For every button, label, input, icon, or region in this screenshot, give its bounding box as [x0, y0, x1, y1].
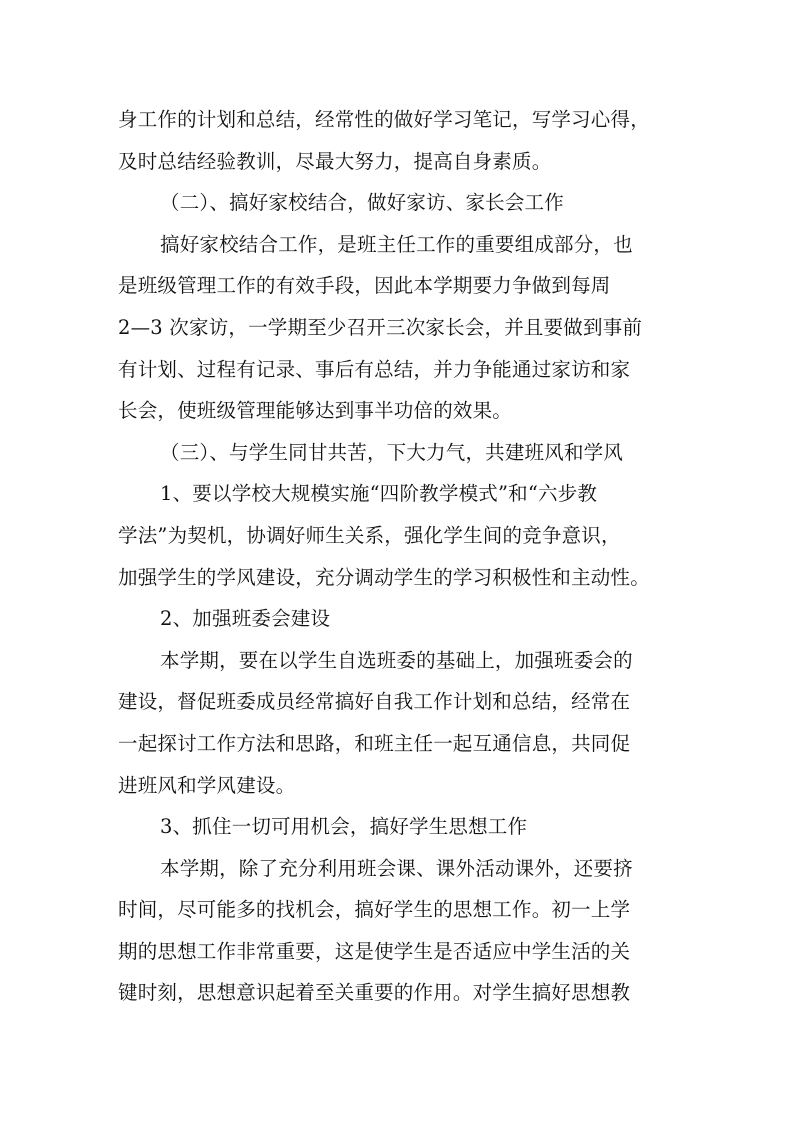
text-line-10: 1、要以学校大规模实施“四阶教学模式”和“六步教: [160, 482, 598, 506]
text-line-2: 及时总结经验教训，尽最大努力，提高自身素质。: [118, 149, 552, 173]
text-line-14: 本学期，要在以学生自选班委的基础上，加强班委会的: [160, 648, 633, 672]
section-heading-3: （三）、与学生同甘共苦，下大力气，共建班风和学风: [160, 440, 624, 464]
text-line-17: 进班风和学风建设。: [118, 773, 296, 797]
text-line-19: 本学期，除了充分利用班会课、课外活动课外，还要挤: [160, 856, 633, 880]
text-line-11: 学法”为契机，协调好师生关系，强化学生间的竞争意识，: [118, 523, 621, 547]
subheading-2: 2、加强班委会建设: [160, 607, 331, 631]
subheading-3: 3、抓住一切可用机会，搞好学生思想工作: [160, 815, 528, 839]
document-body: [118, 99, 678, 1014]
text-line-12: 加强学生的学风建设，充分调动学生的学习积极性和主动性。: [118, 565, 650, 589]
text-line-22: 键时刻，思想意识起着至关重要的作用。对学生搞好思想教: [118, 981, 631, 1005]
text-line-6: 2—3 次家访，一学期至少召开三次家长会，并且要做到事前: [118, 315, 643, 339]
text-line-8: 长会，使班级管理能够达到事半功倍的效果。: [118, 399, 513, 423]
section-heading-2: （二）、搞好家校结合，做好家访、家长会工作: [160, 191, 564, 215]
text-line-15: 建设，督促班委成员经常搞好自我工作计划和总结，经常在: [118, 690, 631, 714]
text-line-16: 一起探讨工作方法和思路，和班主任一起互通信息，共同促: [118, 731, 631, 755]
text-line-7: 有计划、过程有记录、事后有总结，并力争能通过家访和家: [118, 357, 631, 381]
text-line-20: 时间，尽可能多的找机会，搞好学生的思想工作。初一上学: [118, 898, 631, 922]
text-line-21: 期的思想工作非常重要，这是使学生是否适应中学生活的关: [118, 939, 631, 963]
text-line-5: 是班级管理工作的有效手段，因此本学期要力争做到每周: [118, 274, 611, 298]
text-line-4: 搞好家校结合工作，是班主任工作的重要组成部分，也: [160, 232, 633, 256]
text-line-1: 身工作的计划和总结，经常性的做好学习笔记，写学习心得，: [118, 108, 650, 131]
